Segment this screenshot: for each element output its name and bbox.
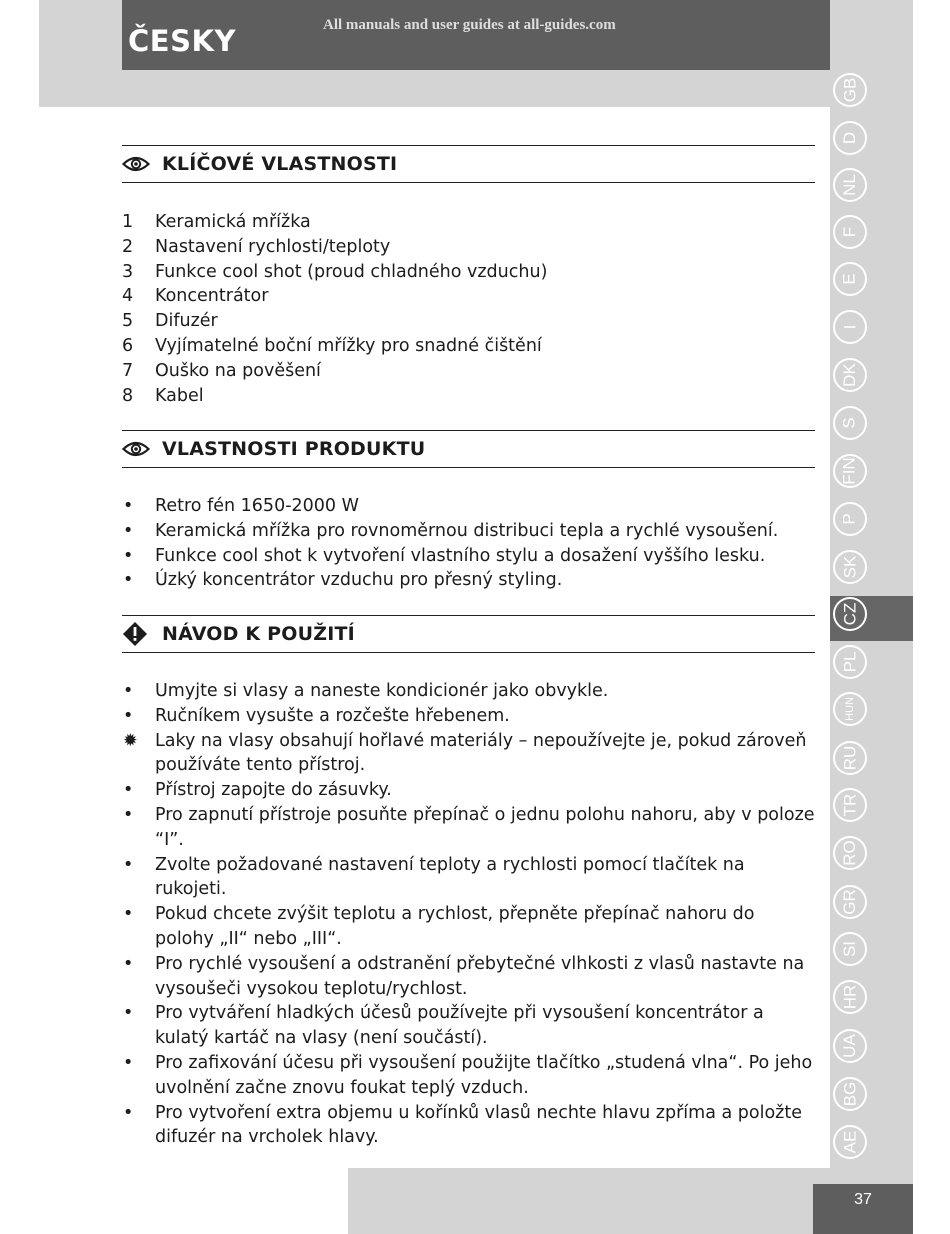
list-item-text: Funkce cool shot k vytvoření vlastního stylu a dosažení vyššího lesku. [155,545,766,566]
list-marker: 3 [122,261,134,282]
list-item-text: Pro vytvoření extra objemu u kořínků vlasů nechte hlavu zpříma a položte difuzér na vrcholek hlavy. [155,1102,802,1148]
language-tab-ro[interactable] [833,836,867,870]
language-tab-label: NL [839,174,859,196]
language-tab-label: CZ [839,602,859,626]
eye-icon [122,153,152,175]
list-item [122,334,815,359]
page-number: 37 [813,1184,913,1234]
list-marker: • [123,804,134,825]
list-item [122,544,815,569]
language-tab-label: RO [840,840,859,866]
language-tab-pl[interactable] [833,645,867,679]
section-title: VLASTNOSTI PRODUKTU [162,438,426,460]
language-tab-hr[interactable] [833,980,867,1014]
language-tab-s[interactable] [833,406,867,440]
list-item [122,679,815,704]
list-item-text: Ručníkem vysušte a rozčešte hřebenem. [155,705,510,726]
list-item [122,853,815,903]
list-item-text: Úzký koncentrátor vzduchu pro přesný styling. [155,570,563,591]
language-tab-label: BG [840,1081,859,1107]
language-tab-f[interactable] [833,215,867,249]
product-features-list [122,494,815,593]
language-tab-label: HR [840,984,859,1010]
key-features-list [122,210,815,408]
language-tab-d[interactable] [833,121,867,155]
list-marker: • [123,1102,134,1123]
list-item [122,235,815,260]
language-tab-label: SI [840,940,859,958]
list-marker: • [123,681,134,701]
language-tab-sk[interactable] [833,550,867,584]
eye-icon [122,438,152,460]
list-item-text: Kabel [155,385,204,406]
section-header-instructions [122,615,815,653]
list-item-text: Přístroj zapojte do zásuvky. [155,780,392,801]
list-item-text: Funkce cool shot (proud chladného vzduchu) [155,261,548,282]
language-tab-ru[interactable] [833,741,867,775]
language-tab-fin[interactable] [833,454,867,488]
language-tab-label: UA [840,1034,859,1058]
language-tab-si[interactable] [833,932,867,966]
section-header-key-features [122,145,815,183]
language-tab-gr[interactable] [833,885,867,919]
list-item [122,902,815,952]
language-tab-label: PL [839,651,859,673]
language-tab-label: RU [840,745,859,771]
list-item-text: Laky na vlasy obsahují hořlavé materiály – nepoužívejte je, pokud zároveň používáte tento přístroj. [155,730,807,776]
list-item [122,494,815,519]
section-header-product-features [122,430,815,468]
warning-star-icon: ✹ [123,730,138,751]
language-tab-label: AE [840,1130,859,1154]
list-item [122,309,815,334]
language-tab-label: GR [840,889,859,915]
list-marker: • [123,904,134,925]
list-item [122,210,815,235]
language-tab-label: SK [840,555,859,579]
list-marker: • [123,545,134,566]
language-tab-cz[interactable] [833,597,867,631]
list-item [122,704,815,729]
list-marker: 2 [122,236,134,257]
language-tab-label: F [839,226,859,238]
list-item [122,359,815,384]
list-item-text: Ouško na pověšení [155,360,321,381]
language-tab-label: I [839,324,859,330]
list-marker: 6 [122,335,134,356]
list-item [122,284,815,309]
list-item [122,384,815,409]
language-tab-bg[interactable] [833,1077,867,1111]
list-marker: • [123,520,134,541]
list-item [122,1001,815,1051]
list-marker: 5 [122,311,134,332]
list-marker: 8 [122,385,134,406]
list-item [122,568,815,593]
list-marker: • [123,705,134,726]
list-item-text: Vyjímatelné boční mřížky pro snadné čištění [155,335,542,356]
list-item-text: Difuzér [155,311,218,332]
list-item [122,519,815,544]
language-tab-label: TR [839,793,859,817]
language-title: ČESKY [128,24,236,58]
list-marker: • [123,496,134,516]
language-tab-i[interactable] [833,310,867,344]
list-marker: 4 [122,286,134,307]
list-marker: 1 [122,212,134,232]
list-item-text: Pro zafixování účesu při vysoušení použijte tlačítko „studená vlna“. Po jeho uvolnění začne znovu foukat teplý vzduch. [155,1052,813,1098]
list-marker: 7 [122,360,134,381]
language-tab-gb[interactable] [833,73,867,107]
language-tab-ae[interactable] [833,1125,867,1159]
watermark-text: All manuals and user guides at all-guides.com [323,17,616,33]
language-tab-label: GB [840,77,859,103]
instructions-list [122,679,815,1150]
language-tab-label: S [840,417,859,429]
warning-diamond-icon [122,623,152,645]
section-title: KLÍČOVÉ VLASTNOSTI [162,153,398,175]
list-item-text: Nastavení rychlosti/teploty [155,236,391,257]
list-item-text: Pokud chcete zvýšit teplotu a rychlost, přepněte přepínač nahoru do polohy „II“ nebo „III“. [155,904,755,949]
language-tab-p[interactable] [833,502,867,536]
language-tab-label: DK [840,363,859,387]
list-marker: • [123,1052,134,1073]
list-marker: • [123,570,134,591]
list-item-text: Umyjte si vlasy a naneste kondicionér jako obvykle. [155,681,609,701]
list-item-text: Keramická mřížka [155,212,311,232]
list-item-text: Retro fén 1650-2000 W [155,496,359,516]
list-marker: • [123,953,134,974]
language-tab-nl[interactable] [833,168,867,202]
list-item [122,260,815,285]
language-tab-tr[interactable] [833,788,867,822]
language-tab-e[interactable] [833,262,867,296]
list-item-text: Pro zapnutí přístroje posuňte přepínač o jednu polohu nahoru, aby v poloze “I”. [155,804,815,850]
list-item-text: Zvolte požadované nastavení teploty a rychlosti pomocí tlačítek na rukojeti. [155,854,745,900]
language-tab-label: FIN [839,457,859,485]
list-marker: • [123,854,134,875]
list-item [122,1101,815,1151]
language-tab-dk[interactable] [833,358,867,392]
list-item [122,729,815,779]
list-item-text: Koncentrátor [155,286,269,307]
list-item [122,952,815,1002]
language-tab-label: HUN [844,697,856,721]
list-marker: • [123,1003,134,1024]
language-tab-label: E [840,273,859,285]
list-item-text: Pro rychlé vysoušení a odstranění přebytečné vlhkosti z vlasů nastavte na vysoušeči vysokou teplotu/rychlost. [155,953,805,999]
list-item-text: Pro vytváření hladkých účesů používejte při vysoušení koncentrátor a kulatý kartáč na vlasy (není součástí). [155,1003,764,1049]
language-tab-label: D [840,131,859,145]
language-tab-hun[interactable] [833,692,867,726]
section-title: NÁVOD K POUŽITÍ [162,623,355,645]
list-item-text: Keramická mřížka pro rovnoměrnou distribuci tepla a rychlé vysoušení. [155,520,779,541]
language-tab-label: P [840,513,859,525]
list-item [122,803,815,853]
list-item [122,1051,815,1101]
list-marker: • [123,780,134,801]
list-item [122,778,815,803]
language-tab-ua[interactable] [833,1029,867,1063]
